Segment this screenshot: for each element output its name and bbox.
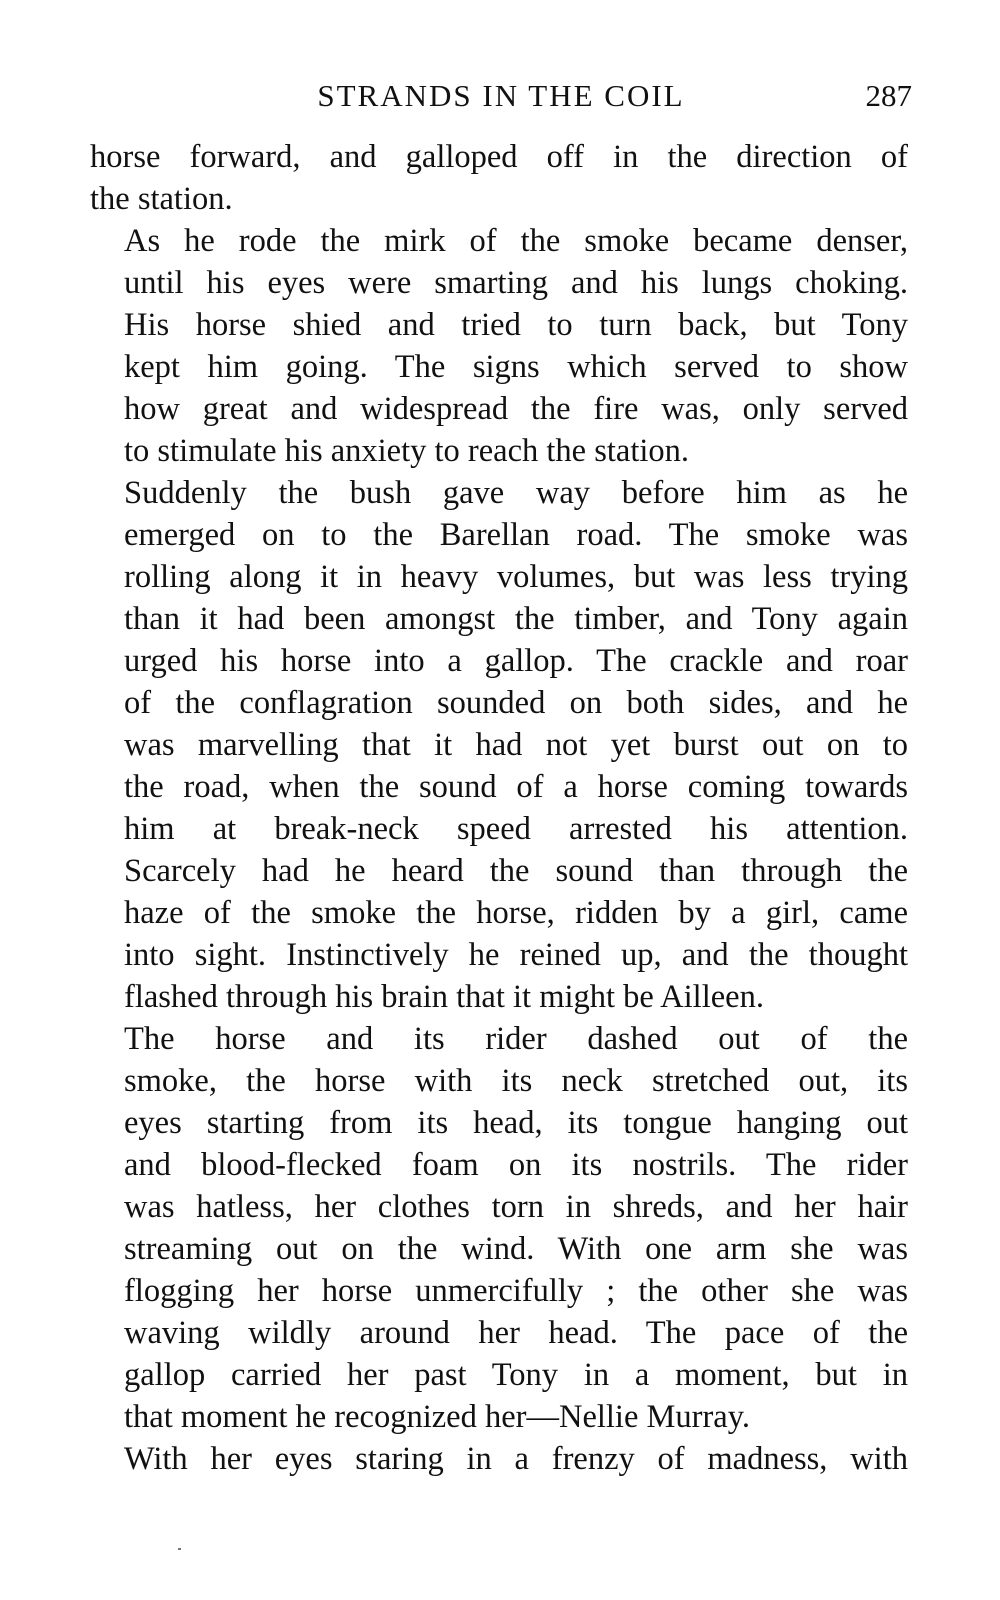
text-line: was marvelling that it had not yet burst out on to — [124, 727, 908, 763]
text-line: was hatless, her clothes torn in shreds, and her hair — [124, 1189, 908, 1225]
text-line: His horse shied and tried to turn back, but Tony — [124, 307, 908, 343]
text-line: that moment he recognized her—Nellie Murray. — [124, 1399, 750, 1435]
text-line: into sight. Instinctively he reined up, and the thought — [124, 937, 908, 973]
paragraph-2 — [90, 220, 908, 472]
text-line: gallop carried her past Tony in a moment, but in — [124, 1357, 908, 1393]
text-line: streaming out on the wind. With one arm she was — [124, 1231, 908, 1267]
print-speck — [178, 1548, 181, 1550]
text-line: and blood-flecked foam on its nostrils. The rider — [124, 1147, 908, 1183]
text-line: to stimulate his anxiety to reach the station. — [124, 433, 690, 469]
text-line: emerged on to the Barellan road. The smoke was — [124, 517, 908, 553]
text-line: how great and widespread the fire was, only served — [124, 391, 908, 427]
text-line: As he rode the mirk of the smoke became denser, — [124, 223, 908, 259]
text-line: him at break-neck speed arrested his attention. — [124, 811, 908, 847]
text-line: eyes starting from its head, its tongue hanging out — [124, 1105, 908, 1141]
paragraph-3 — [90, 472, 908, 1018]
text-line: urged his horse into a gallop. The crackle and roar — [124, 643, 908, 679]
text-line: haze of the smoke the horse, ridden by a girl, came — [124, 895, 908, 931]
text-line: waving wildly around her head. The pace of the — [124, 1315, 908, 1351]
running-head — [90, 78, 912, 118]
text-line: horse forward, and galloped off in the direction of — [90, 139, 908, 175]
text-line: Scarcely had he heard the sound than through the — [124, 853, 908, 889]
text-line: smoke, the horse with its neck stretched out, its — [124, 1063, 908, 1099]
text-line: rolling along it in heavy volumes, but was less trying — [124, 559, 908, 595]
text-line: With her eyes staring in a frenzy of madness, with — [124, 1441, 908, 1477]
text-line: flogging her horse unmercifully ; the other she was — [124, 1273, 908, 1309]
text-line: than it had been amongst the timber, and Tony again — [124, 601, 908, 637]
text-line: until his eyes were smarting and his lungs choking. — [124, 265, 908, 301]
text-line: the station. — [90, 181, 233, 217]
paragraph-1 — [90, 136, 908, 220]
text-line: flashed through his brain that it might be Ailleen. — [124, 979, 764, 1015]
paragraph-4 — [90, 1018, 908, 1438]
page-number: 287 — [865, 78, 912, 113]
body-text — [90, 136, 908, 1480]
text-line: The horse and its rider dashed out of the — [124, 1021, 908, 1057]
running-title: STRANDS IN THE COIL — [317, 78, 685, 113]
paragraph-5 — [90, 1438, 908, 1480]
text-line: the road, when the sound of a horse coming towards — [124, 769, 908, 805]
text-line: of the conflagration sounded on both sides, and he — [124, 685, 908, 721]
text-line: kept him going. The signs which served to show — [124, 349, 908, 385]
text-line: Suddenly the bush gave way before him as he — [124, 475, 908, 511]
